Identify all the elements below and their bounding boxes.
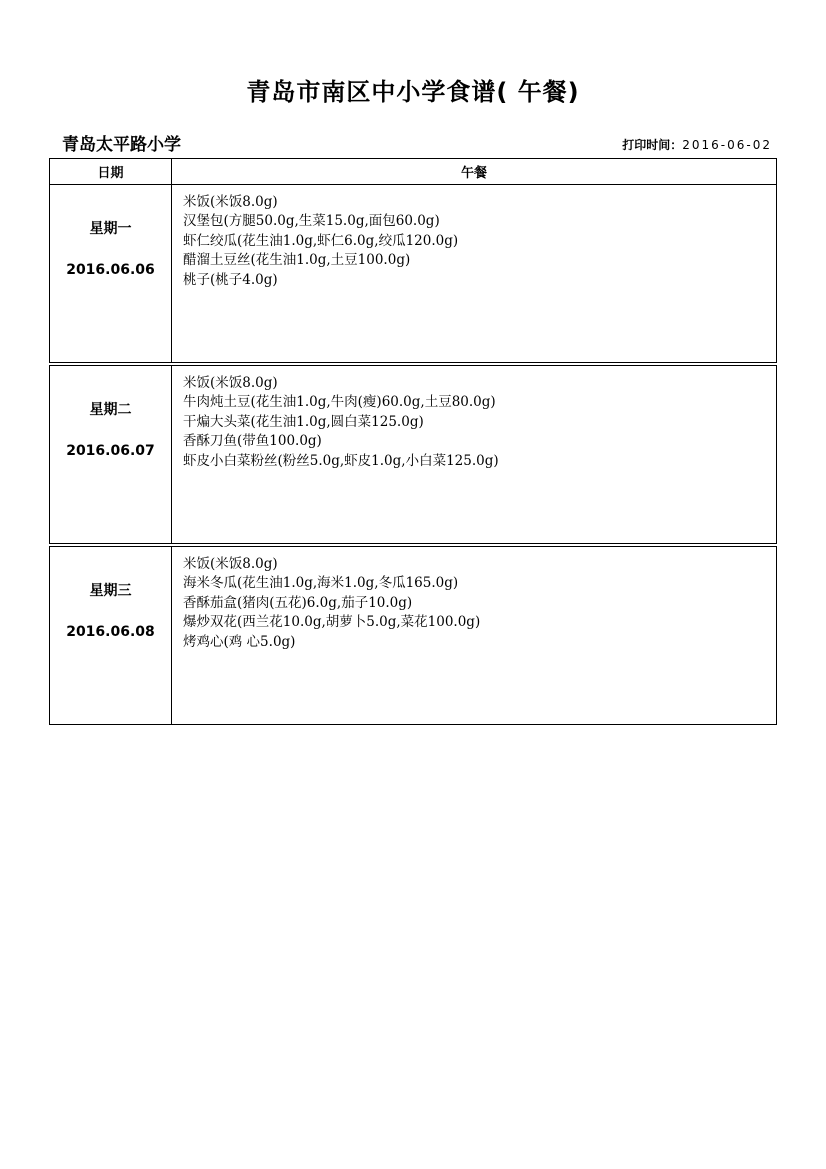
dish-item: 干煸大头菜(花生油1.0g,圆白菜125.0g) [183, 413, 424, 430]
print-time-label: 打印时间： [622, 138, 683, 152]
date-cell [50, 185, 172, 362]
day-block-wednesday [49, 546, 777, 725]
school-name: 青岛太平路小学 [62, 135, 181, 155]
header-lunch: 午餐 [460, 166, 487, 181]
print-time [622, 136, 772, 153]
weekday-label: 星期一 [89, 221, 132, 237]
weekday-label: 星期二 [89, 402, 132, 418]
dish-item: 香酥刀鱼(带鱼100.0g) [183, 433, 322, 450]
dish-item: 汉堡包(方腿50.0g,生菜15.0g,面包60.0g) [183, 213, 440, 230]
dish-list [172, 547, 776, 652]
day-block-monday [49, 184, 777, 363]
page-title: 青岛市南区中小学食谱( 午餐) [246, 78, 580, 106]
date-label: 2016.06.06 [66, 262, 155, 278]
date-label: 2016.06.07 [66, 443, 155, 459]
dish-item: 米饭(米饭8.0g) [183, 375, 278, 391]
date-cell [50, 547, 172, 724]
weekday-label: 星期三 [89, 583, 132, 599]
dish-list [172, 366, 776, 471]
dish-item: 虾皮小白菜粉丝(粉丝5.0g,虾皮1.0g,小白菜125.0g) [183, 452, 499, 469]
lunch-cell [172, 547, 776, 724]
date-label: 2016.06.08 [66, 624, 155, 640]
lunch-cell [172, 366, 776, 543]
dish-item: 虾仁绞瓜(花生油1.0g,虾仁6.0g,绞瓜120.0g) [183, 232, 459, 249]
dish-item: 海米冬瓜(花生油1.0g,海米1.0g,冬瓜165.0g) [183, 575, 459, 592]
dish-item: 醋溜土豆丝(花生油1.0g,土豆100.0g) [183, 252, 411, 269]
header-date: 日期 [50, 159, 172, 184]
lunch-cell [172, 185, 776, 362]
dish-item: 爆炒双花(西兰花10.0g,胡萝卜5.0g,菜花100.0g) [183, 614, 481, 631]
date-cell [50, 366, 172, 543]
table-header-row [49, 158, 777, 185]
dish-item: 米饭(米饭8.0g) [183, 556, 278, 572]
dish-item: 桃子(桃子4.0g) [183, 271, 278, 288]
dish-item: 牛肉炖土豆(花生油1.0g,牛肉(瘦)60.0g,土豆80.0g) [183, 394, 496, 411]
dish-list [172, 185, 776, 290]
print-time-value: 2016-06-02 [682, 138, 772, 152]
day-block-tuesday [49, 365, 777, 544]
dish-item: 米饭(米饭8.0g) [183, 194, 278, 210]
dish-item: 烤鸡心(鸡 心5.0g) [183, 633, 296, 650]
dish-item: 香酥茄盒(猪肉(五花)6.0g,茄子10.0g) [183, 594, 413, 611]
